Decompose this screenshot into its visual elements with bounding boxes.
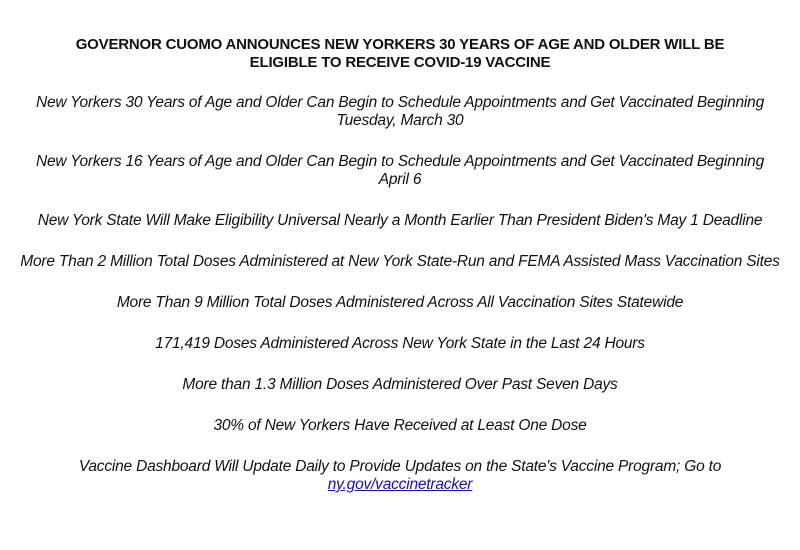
subheadline-9-text: Vaccine Dashboard Will Update Daily to Provide Updates on the State's Vaccine Program; Go to bbox=[78, 458, 722, 475]
subheadline-6: 171,419 Doses Administered Across New York State in the Last 24 Hours bbox=[155, 335, 645, 352]
subheadline-4: More Than 2 Million Total Doses Administered at New York State-Run and FEMA Assisted Mass Vaccination Sites bbox=[20, 253, 780, 270]
subheadline-7: More than 1.3 Million Doses Administered Over Past Seven Days bbox=[182, 376, 618, 393]
subheadline-2: New Yorkers 16 Years of Age and Older Can Begin to Schedule Appointments and Get Vaccinated Beginning April 6 bbox=[35, 153, 765, 188]
subheadline-9 bbox=[20, 458, 780, 494]
subheadline-3: New York State Will Make Eligibility Universal Nearly a Month Earlier Than President Biden's May 1 Deadline bbox=[37, 212, 763, 229]
subheadline-list bbox=[20, 94, 780, 494]
press-release-headline: GOVERNOR CUOMO ANNOUNCES NEW YORKERS 30 YEARS OF AGE AND OLDER WILL BE ELIGIBLE TO RECEIVE COVID-19 VACCINE bbox=[75, 36, 725, 71]
subheadline-8: 30% of New Yorkers Have Received at Least One Dose bbox=[213, 417, 587, 434]
vaccine-tracker-link[interactable]: ny.gov/vaccinetracker bbox=[327, 476, 473, 493]
subheadline-5: More Than 9 Million Total Doses Administered Across All Vaccination Sites Statewide bbox=[116, 294, 684, 311]
subheadline-1: New Yorkers 30 Years of Age and Older Can Begin to Schedule Appointments and Get Vaccinated Beginning Tuesday, March 30 bbox=[35, 94, 765, 129]
